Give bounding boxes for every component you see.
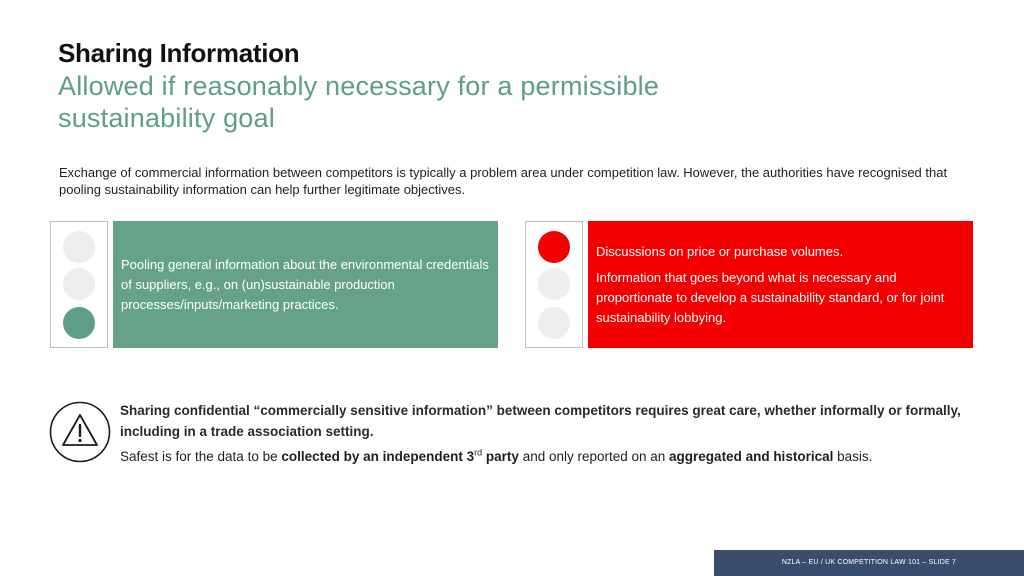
lamp-bottom-green	[63, 307, 95, 339]
lamp-bottom-off	[538, 307, 570, 339]
warning-icon	[49, 401, 111, 463]
lamp-top-off	[63, 231, 95, 263]
allowed-panel	[113, 221, 498, 348]
page-subtitle: Allowed if reasonably necessary for a permissible sustainability goal	[58, 71, 660, 133]
warning-body-text: and only reported on an	[518, 449, 670, 464]
prohibited-item-2: Information that goes beyond what is necessary and proportionate to develop a sustainability standard, or for joint sustainability lobbying.	[596, 270, 945, 325]
lamp-middle-off	[538, 268, 570, 300]
allowed-panel-text: Pooling general information about the environmental credentials of suppliers, e.g., on (un)sustainable production processes/inputs/marketing practices.	[121, 257, 489, 312]
prohibited-panel	[588, 221, 973, 348]
lamp-middle-off	[63, 268, 95, 300]
warning-body	[120, 447, 980, 467]
traffic-light-green	[50, 221, 108, 348]
footer-bar: NZLA – EU / UK COMPETITION LAW 101 – SLIDE 7	[714, 550, 1024, 576]
intro-paragraph: Exchange of commercial information between competitors is typically a problem area under competition law. However, the authorities have recognised that pooling sustainability information can help further legitimate objectives.	[59, 165, 948, 197]
warning-body-superscript: rd	[474, 447, 483, 458]
page-title: Sharing Information	[58, 38, 300, 68]
lamp-top-red	[538, 231, 570, 263]
traffic-light-red	[525, 221, 583, 348]
prohibited-item-1: Discussions on price or purchase volumes.	[596, 244, 844, 259]
warning-body-emphasis: party	[482, 449, 519, 464]
warning-title: Sharing confidential “commercially sensitive information” between competitors requires great care, whether informally or formally, including in a trade association setting.	[120, 403, 961, 439]
warning-body-emphasis: collected by an independent 3	[281, 449, 475, 464]
warning-body-text: basis.	[833, 449, 873, 464]
warning-body-text: Safest is for the data to be	[120, 449, 282, 464]
warning-body-emphasis: aggregated and historical	[669, 449, 834, 464]
